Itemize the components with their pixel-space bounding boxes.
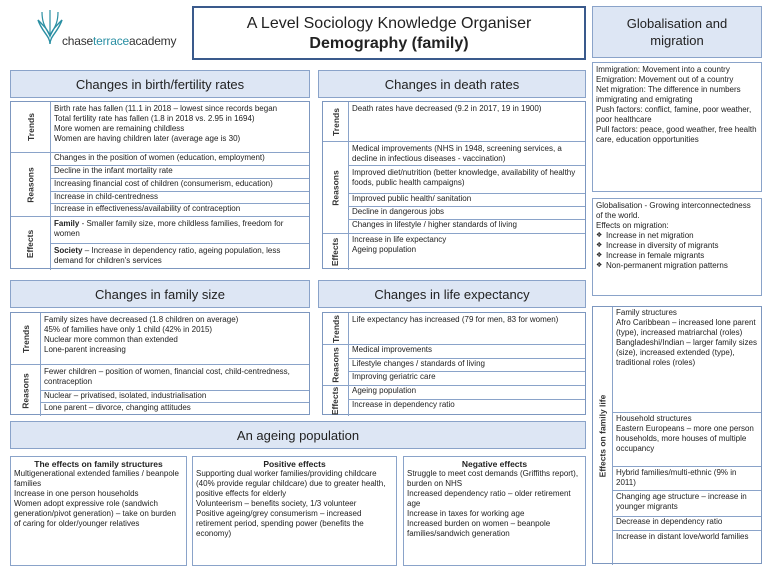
ageing-family-structures: The effects on family structures Multigenerational extended families / beanpole families Increase in one person households Women adopt expressive role (sandwich generation/pivot generation) – take on burden of caring for older/younger relatives [10,456,187,566]
birth-reason-row: Increasing financial cost of children (consumerism, education) [51,179,309,192]
life-effect-row: Increase in dependency ratio [352,400,455,409]
family-life-row: Family structures Afro Caribbean – increased lone parent (type), increased matriarchal (roles) Bangladeshi/Indian – larger family sizes (size), increased extended (type), traditional roles (roles) [613,307,761,413]
birth-reasons-label: Reasons [11,153,51,217]
birth-reason-row: Changes in the position of women (education, employment) [51,153,309,166]
life-reasons-label: Reasons [323,345,349,386]
death-reason-row: Medical improvements (NHS in 1948, screening services, a decline in infectious diseases - vaccination) [349,142,585,166]
death-rates-section [322,101,586,269]
family-reason-row: Nuclear – privatised, isolated, industrialisation [41,391,309,403]
birth-effects-label: Effects [11,217,51,270]
school-logo [30,6,190,58]
life-effects-label: Effects [323,386,349,416]
family-reason-row: Lone parent – divorce, changing attitudes [44,403,191,412]
logo-wordmark: chaseterraceacademy [62,34,177,48]
birth-reason-row: Increase in effectiveness/availability of contraception [51,204,309,217]
death-trends-label: Trends [323,102,349,142]
birth-effect-society: Society – Increase in dependency ratio, ageing population, less demand for children's services [54,246,281,265]
family-life-row: Changing age structure – increase in younger migrants [613,491,761,517]
family-trends-box: Family sizes have decreased (1.8 children on average) 45% of families have only 1 child (42% in 2015) Nuclear more common than extended Lone-parent increasing [41,313,309,365]
family-life-effects [592,306,762,564]
birth-trends-label: Trends [11,102,51,153]
death-trends-box: Death rates have decreased (9.2 in 2017, 19 in 1900) [349,102,585,142]
death-reason-row: Decline in dangerous jobs [349,207,585,220]
life-effect-row: Ageing population [349,386,585,400]
birth-rates-section [10,101,310,269]
family-life-row: Hybrid families/multi-ethnic (9% in 2011) [613,467,761,491]
life-reason-row: Lifestyle changes / standards of living [349,359,585,372]
death-effects-box: Increase in life expectancy Ageing population [352,235,447,254]
life-reason-row: Medical improvements [349,345,585,359]
life-trends-box: Life expectancy has increased (79 for men, 83 for women) [349,313,585,345]
birth-effect-family: Family - Smaller family size, more childless families, freedom for women [51,217,309,244]
family-reason-row: Fewer children – position of women, financial cost, child-centredness, contraception [41,365,309,391]
ageing-negative-effects: Negative effects Struggle to meet cost demands (Griffiths report), burden on NHS Increased dependency ratio – older retirement age Increase in taxes for working age Increased burden on women – beanpole families/sandwich generation [403,456,586,566]
birth-reason-row: Increase in child-centredness [51,192,309,204]
death-reason-row: Improved public health/ sanitation [349,194,585,207]
life-expectancy-section [322,312,586,415]
life-expectancy-title: Changes in life expectancy [318,280,586,308]
death-reasons-label: Reasons [323,142,349,234]
family-size-section [10,312,310,415]
family-life-label: Effects on family life [593,307,613,565]
ageing-population-title: An ageing population [10,421,586,449]
family-size-title: Changes in family size [10,280,310,308]
life-trends-label: Trends [323,313,349,345]
page-header [192,6,586,60]
death-effects-label: Effects [323,234,349,270]
family-life-row: Decrease in dependency ratio [613,517,761,531]
birth-reason-row: Decline in the infant mortality rate [51,166,309,179]
page-title: A Level Sociology Knowledge Organiser [246,15,532,32]
family-trends-label: Trends [11,313,41,365]
page-subtitle: Demography (family) [309,35,469,52]
ageing-positive-effects: Positive effects Supporting dual worker families/providing childcare (40% provide regular childcare) due to greater health, positive effects for elderly Volunteerism – benefits society, 1/3 volunteer Positive ageing/grey consumerism – increased retirement period, spending power (benefits the economy) [192,456,397,566]
death-reason-row: Improved diet/nutrition (better knowledge, availability of healthy foods, public health campaigns) [349,166,585,194]
family-life-row: Increase in distant love/world families [616,532,749,541]
life-reason-row: Improving geriatric care [349,372,585,386]
family-reasons-label: Reasons [11,365,41,416]
globalisation-effects: Globalisation - Growing interconnectedness of the world. Effects on migration: ❖ Increase in net migration ❖ Increase in diversity of migrants ❖ Increase in female migrants ❖ Non-permanent migration patterns [592,198,762,296]
birth-rates-title: Changes in birth/fertility rates [10,70,310,98]
death-rates-title: Changes in death rates [318,70,586,98]
family-life-row: Household structures Eastern Europeans – more one person households, more houses of multiple occupancy [613,413,761,467]
birth-trends-box: Birth rate has fallen (11.1 in 2018 – lowest since records began Total fertility rate has fallen (1.8 in 2018 vs. 2.95 in 1694) More women are remaining childless Women are having children later (average age is 30) [51,102,309,153]
death-reason-row: Changes in lifestyle / higher standards of living [349,220,585,234]
migration-definitions: Immigration: Movement into a country Emigration: Movement out of a country Net migration: The difference in numbers immigrating and emigrating Push factors: conflict, famine, poor weather, poor healthcare Pull factors: peace, good weather, free health care, education opportunities [592,62,762,192]
globalisation-title: Globalisation and migration [592,6,762,58]
